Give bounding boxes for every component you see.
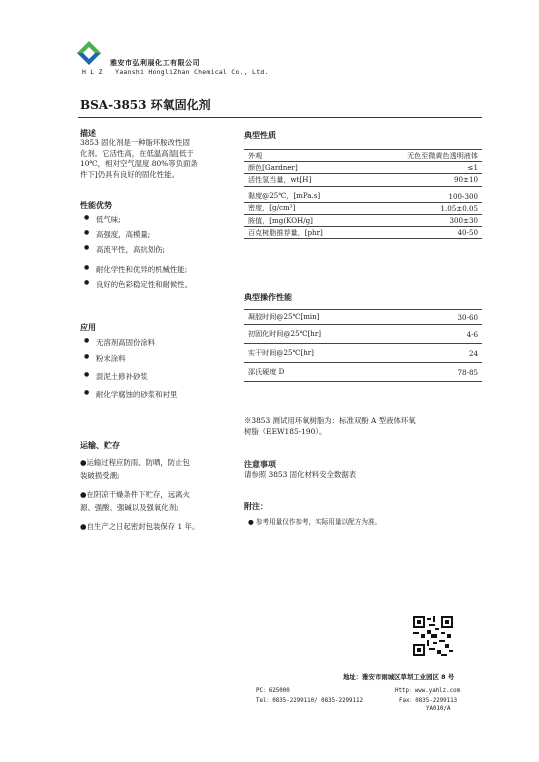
- qr-code: [413, 616, 453, 656]
- list-item: ● 良好的色彩稳定性和耐候性。: [84, 279, 234, 294]
- footer-postcode: PC：625000: [256, 688, 290, 694]
- table-row: 黏度@25℃，[mPa.s] 100-300: [244, 186, 482, 202]
- advantages-list: [84, 214, 234, 294]
- transport-heading: 运输、贮存: [80, 441, 120, 450]
- document-code: YA010/A: [426, 706, 451, 712]
- description-heading: 描述: [80, 129, 96, 138]
- transport-text: ●运输过程应防雨、防晒，防止包 装破损受潮; ●在阴凉干燥条件下贮存，远离火 源、强酸、强碱以及强氧化剂; ●自生产之日起密封包装保存 1 年。: [80, 458, 200, 531]
- typical-operation-heading: 典型操作性能: [244, 293, 292, 302]
- applications-list: [84, 337, 234, 405]
- list-item: ● 无溶剂高固份涂料: [84, 337, 234, 353]
- remark-heading: 附注：: [244, 502, 268, 511]
- title-divider: [78, 117, 482, 118]
- table-row: 初固化时间@25℃[hr] 4-6: [244, 325, 482, 344]
- table-row: 颜色[Gardner] ≤1: [244, 162, 482, 174]
- description-text: 3853 固化剂是一种脂环胺改性固 化剂。它活性高，在低温高湿[低于 10℃，相对空气湿度 80%等负面条 件下]仍具有良好的固化性能。: [80, 138, 198, 179]
- table-row: 邵氏硬度 D 78-85: [244, 363, 482, 382]
- list-item: ● 粉末涂料: [84, 353, 234, 371]
- company-logo: [76, 40, 102, 66]
- footer-website: Http：www.yahlz.com: [395, 688, 461, 694]
- list-item: ● 高流平性，高抗划伤;: [84, 244, 234, 264]
- advantages-heading: 性能优势: [80, 201, 112, 210]
- typical-properties-table: [244, 149, 482, 239]
- company-name-cn: 雅安市弘利展化工有限公司: [110, 59, 200, 67]
- list-item: ● 高强度，高模量;: [84, 229, 234, 244]
- notice-heading: 注意事项: [244, 460, 276, 469]
- list-item: ● 耐化学性和优异的机械性能;: [84, 264, 234, 279]
- table-row: 活性氢当量，wt[H] 90±10: [244, 174, 482, 186]
- typical-operation-table: [244, 309, 482, 382]
- table-row: 密度，[g/cm³] 1.05±0.05: [244, 202, 482, 214]
- typical-properties-heading: 典型性质: [244, 131, 276, 140]
- table-row: 凝胶时间@25℃[min] 30-60: [244, 310, 482, 325]
- list-item: ● 耐化学腐蚀的砂浆和衬里: [84, 389, 234, 405]
- list-item: ● 低气味;: [84, 214, 234, 229]
- footer-telephone: Tel：0835-2299110/ 0835-2299112: [256, 698, 364, 704]
- table-row: 实干时间@25℃[hr] 24: [244, 344, 482, 363]
- product-title: BSA-3853 环氧固化剂: [80, 98, 211, 112]
- company-name-en: H L Z Yaanshi HongliZhan Chemical Co., Ltd.: [82, 68, 269, 76]
- footer-address: 地址：雅安市雨城区草坝工业园区 8 号: [343, 673, 455, 681]
- table-row: 胺值，[mg(KOH/g] 300±30: [244, 214, 482, 226]
- applications-heading: 应用: [80, 323, 96, 332]
- resin-note: ※3853 测试用环氧树脂为：标准双酚 A 型液体环氧 树脂（EEW185-190）。: [244, 416, 416, 436]
- notice-text: 请参照 3853 固化材料安全数据表: [244, 470, 357, 479]
- remark-text: ● 参考用量仅作参考，实际用量以配方为准。: [248, 518, 382, 526]
- table-row: 外观 无色至微黄色透明液体: [244, 150, 482, 162]
- list-item: ● 混泥土修补砂浆: [84, 371, 234, 389]
- table-row: 百克树脂推荐量，[phr] 40-50: [244, 227, 482, 239]
- footer-fax: Fax：0835-2299113: [399, 698, 458, 704]
